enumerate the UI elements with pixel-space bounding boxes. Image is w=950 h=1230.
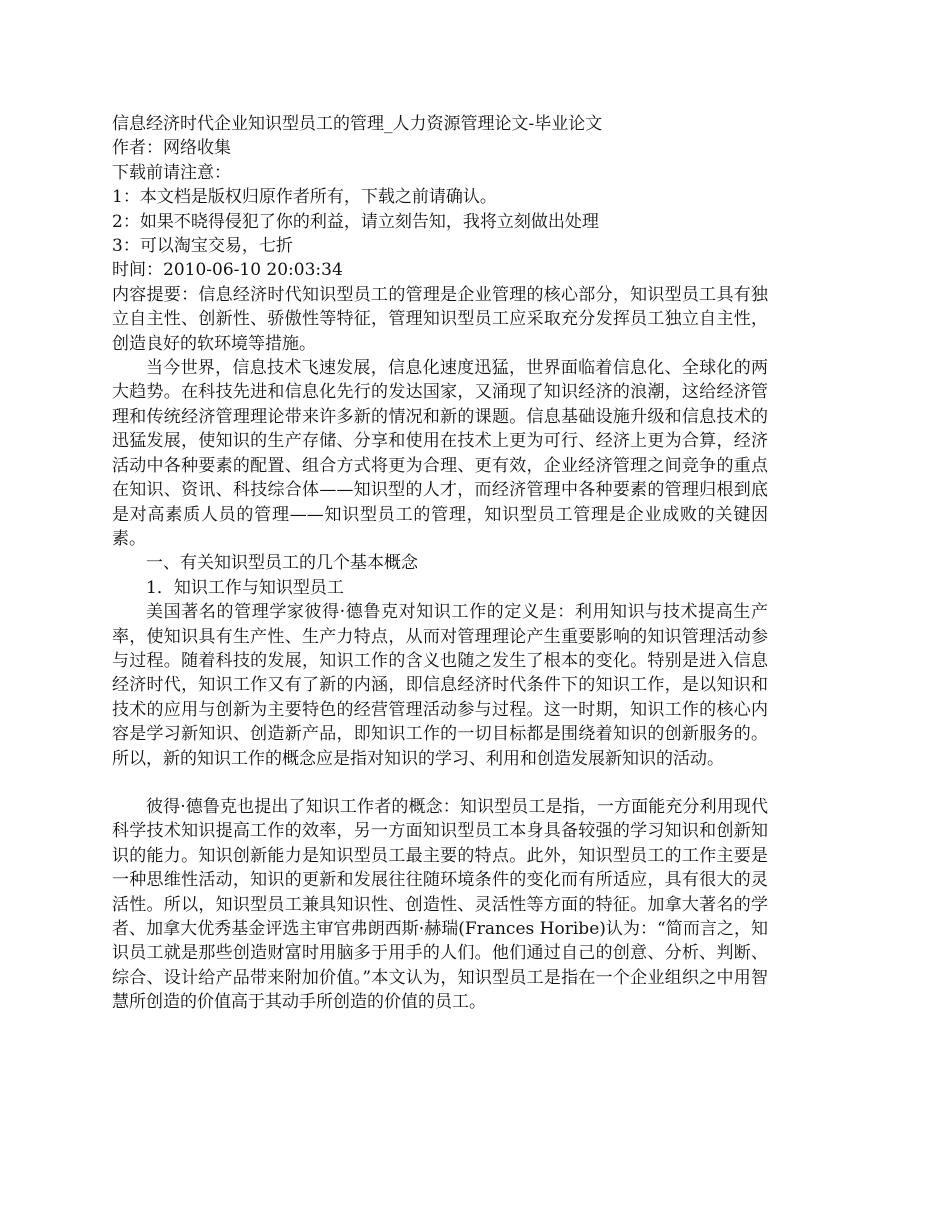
- author-line: 作者：网络收集: [112, 138, 231, 159]
- body-paragraph-2: 美国著名的管理学家彼得·德鲁克对知识工作的定义是：利用知识与技术提高生产率，使知识具有生产性、生产力特点，从而对管理理论产生重要影响的知识管理活动参与过程。随着科技的发展，知识工作的含义也随之发生了根本的变化。特别是进入信息经济时代，知识工作又有了新的内涵，即信息经济时代条件下的知识工作，是以知识和技术的应用与创新为主要特色的经营管理活动参与过程。这一时期，知识工作的核心内容是学习新知识、创造新产品，即知识工作的一切目标都是围绕着知识的创新服务的。所以，新的知识工作的概念应是指对知识的学习、利用和创造发展新知识的活动。: [112, 602, 768, 769]
- subsection-heading-1-1: 1．知识工作与知识型员工: [146, 577, 344, 598]
- notice-item-3: 3：可以淘宝交易，七折: [112, 236, 293, 257]
- paragraph-spacer: [112, 771, 768, 795]
- summary-paragraph: 内容提要：信息经济时代知识型员工的管理是企业管理的核心部分，知识型员工具有独立自主性、创新性、骄傲性等特征，管理知识型员工应采取充分发挥员工独立自主性，创造良好的软环境等措施。: [112, 284, 768, 354]
- timestamp-line: 时间：2010-06-10 20:03:34: [112, 260, 343, 281]
- section-heading-1: 一、有关知识型员工的几个基本概念: [146, 553, 418, 574]
- notice-item-1: 1：本文档是版权归原作者所有，下载之前请确认。: [112, 187, 497, 208]
- notice-item-2: 2：如果不晓得侵犯了你的利益，请立刻告知，我将立刻做出处理: [112, 211, 599, 232]
- notice-header: 下载前请注意：: [112, 162, 231, 183]
- document-body: [112, 112, 768, 1015]
- body-paragraph-3: 彼得·德鲁克也提出了知识工作者的概念：知识型员工是指，一方面能充分利用现代科学技术知识提高工作的效率，另一方面知识型员工本身具备较强的学习知识和创新知识的能力。知识创新能力是知识型员工最主要的特点。此外，知识型员工的工作主要是一种思维性活动，知识的更新和发展往往随环境条件的变化而有所适应，具有很大的灵活性。所以，知识型员工兼具知识性、创造性、灵活性等方面的特征。加拿大著名的学者、加拿大优秀基金评选主审官弗朗西斯·赫瑞(Frances Horibe)认为：“简而言之，知识员工就是那些创造财富时用脑多于用手的人们。他们通过自己的创意、分析、判断、综合、设计给产品带来附加价值。”本文认为，知识型员工是指在一个企业组织之中用智慧所创造的价值高于其动手所创造的价值的员工。: [112, 796, 768, 1013]
- body-paragraph-1: 当今世界，信息技术飞速发展，信息化速度迅猛，世界面临着信息化、全球化的两大趋势。在科技先进和信息化先行的发达国家，又涌现了知识经济的浪潮，这给经济管理和传统经济管理理论带来许多新的情况和新的课题。信息基础设施升级和信息技术的迅猛发展，使知识的生产存储、分享和使用在技术上更为可行、经济上更为合算，经济活动中各种要素的配置、组合方式将更为合理、更有效，企业经济管理之间竞争的重点在知识、资讯、科技综合体——知识型的人才，而经济管理中各种要素的管理归根到底是对高素质人员的管理——知识型员工的管理，知识型员工管理是企业成败的关键因素。: [112, 358, 768, 549]
- document-title: 信息经济时代企业知识型员工的管理_人力资源管理论文-毕业论文: [112, 114, 603, 134]
